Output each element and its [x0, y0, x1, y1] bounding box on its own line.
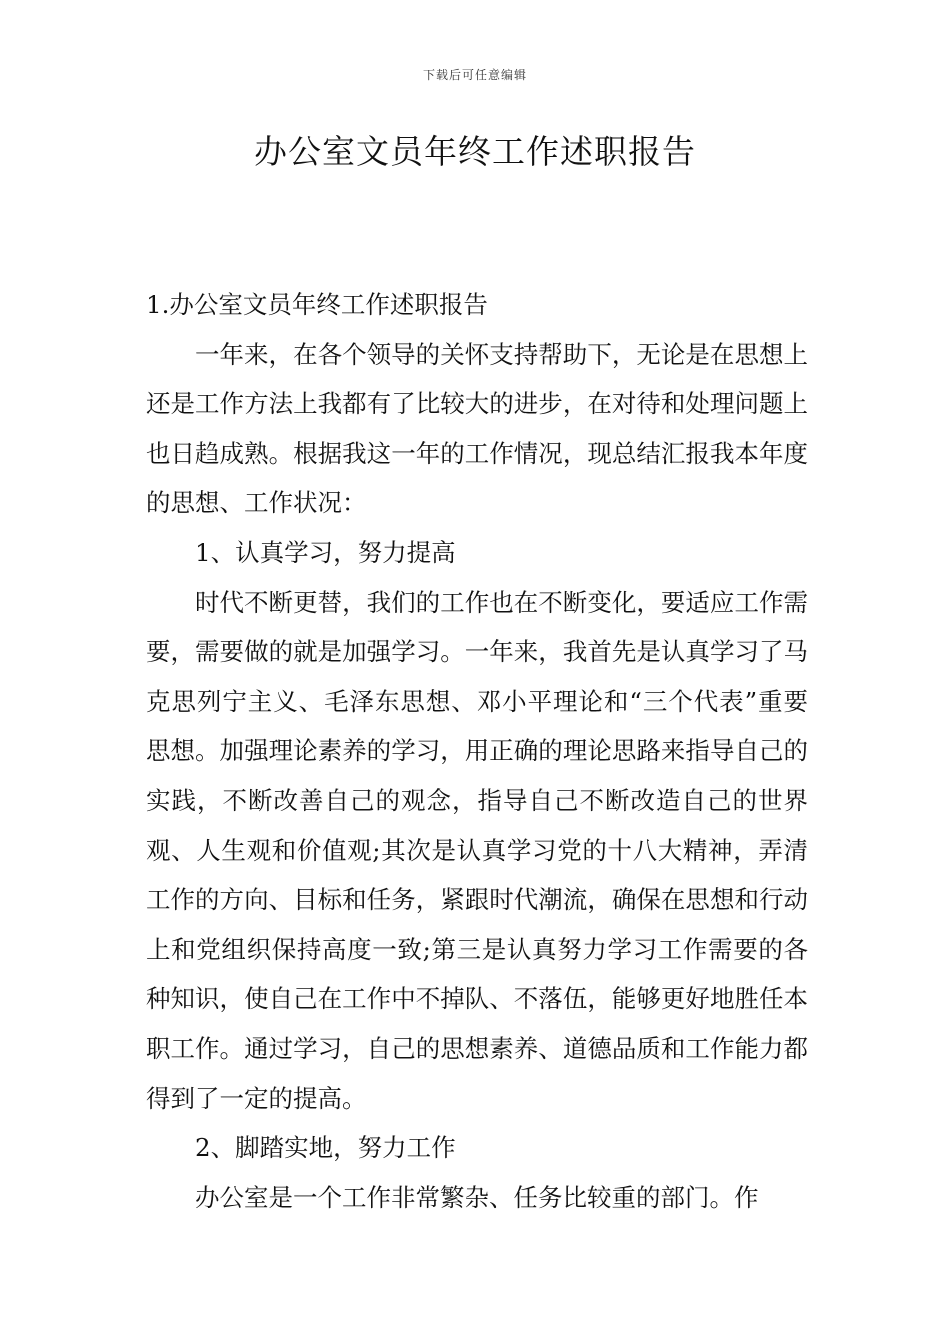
- paragraph-work: 办公室是一个工作非常繁杂、任务比较重的部门。作: [195, 1182, 759, 1212]
- document-title: 办公室文员年终工作述职报告: [254, 132, 696, 171]
- header-note: 下载后可任意编辑: [422, 68, 527, 82]
- paragraph-study: 时代不断更替，我们的工作也在不断变化，要适应工作需要，需要做的就是加强学习。一年来，我首先是认真学习了马克思列宁主义、毛泽东思想、邓小平理论和“三个代表”重要思想。加强理论素养的学习，用正确的理论思路来指导自己的实践，不断改善自己的观念，指导自己不断改造自己的世界观、人生观和价值观;其次是认真学习党的十八大精神，弄清工作的方向、目标和任务，紧跟时代潮流，确保在思想和行动上和党组织保持高度一致;第三是认真努力学习工作需要的各种知识，使自己在工作中不掉队、不落伍，能够更好地胜任本职工作。通过学习，自己的思想素养、道德品质和工作能力都得到了一定的提高。: [146, 587, 808, 1113]
- paragraph-intro: 一年来，在各个领导的关怀支持帮助下，无论是在思想上还是工作方法上我都有了比较大的进步，在对待和处理问题上也日趋成熟。根据我这一年的工作情况，现总结汇报我本年度的思想、工作状况：: [146, 339, 808, 518]
- section-heading-2: 2、脚踏实地，努力工作: [195, 1133, 456, 1163]
- section-title: 1.办公室文员年终工作述职报告: [146, 290, 488, 319]
- document-body: [146, 280, 808, 1222]
- section-heading-1: 1、认真学习，努力提高: [195, 537, 456, 567]
